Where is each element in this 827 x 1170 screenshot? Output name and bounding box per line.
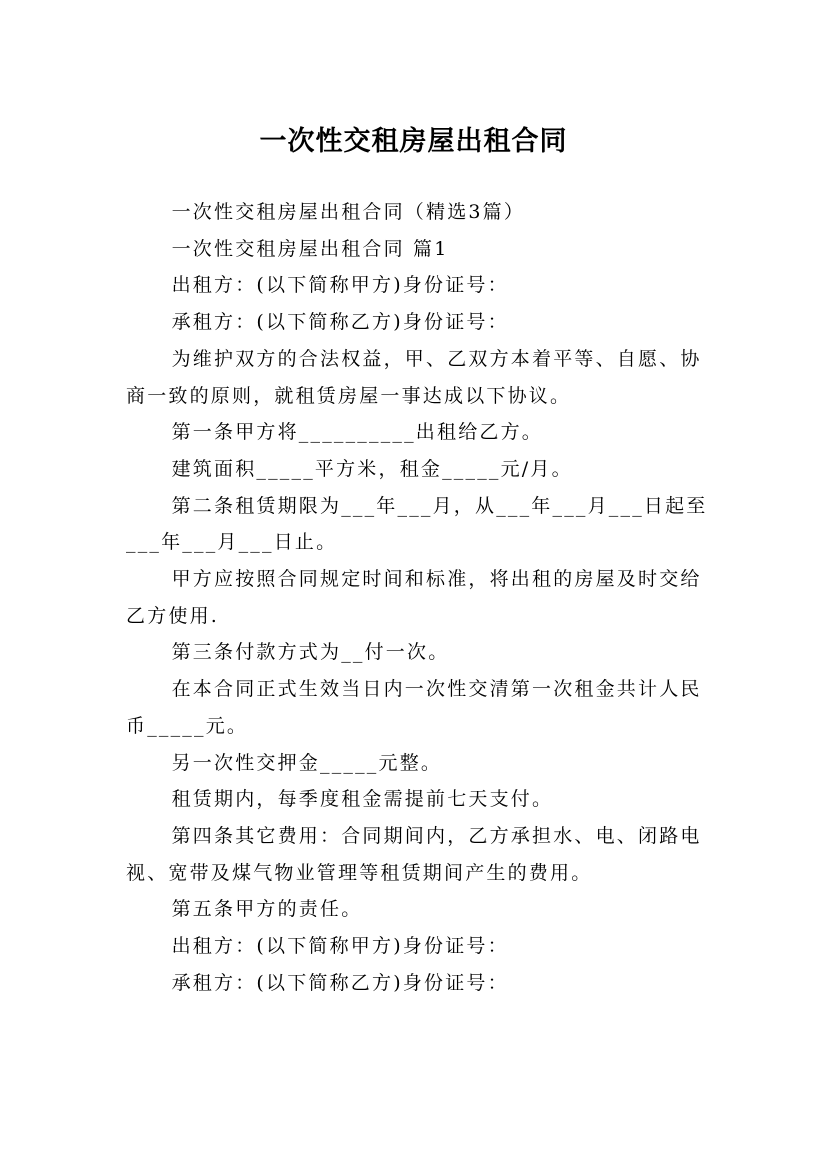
document-body xyxy=(126,194,716,1001)
paragraph: 另一次性交押金_____元整。 xyxy=(171,751,443,774)
paragraph: 承租方：(以下简称乙方)身份证号： xyxy=(171,971,509,994)
paragraph: 一次性交租房屋出租合同（精选3篇） xyxy=(171,201,526,223)
paragraph: 为维护双方的合法权益，甲、乙双方本着平等、自愿、协商一致的原则，就租赁房屋一事达成以下协议。 xyxy=(126,347,702,407)
paragraph: 建筑面积_____平方米，租金_____元/月。 xyxy=(171,457,573,480)
paragraph: 第四条其它费用：合同期间内，乙方承担水、电、闭路电视、宽带及煤气物业管理等租赁期间产生的费用。 xyxy=(126,824,702,884)
paragraph: 出租方：(以下简称甲方)身份证号： xyxy=(171,274,509,297)
paragraph: 一次性交租房屋出租合同 篇1 xyxy=(171,237,449,260)
paragraph: 在本合同正式生效当日内一次性交清第一次租金共计人民币_____元。 xyxy=(126,678,702,737)
paragraph: 甲方应按照合同规定时间和标准，将出租的房屋及时交给乙方使用. xyxy=(126,568,702,627)
paragraph: 第二条租赁期限为___年___月，从___年___月___日起至___年___月___日止。 xyxy=(126,494,708,554)
paragraph: 第一条甲方将__________出租给乙方。 xyxy=(171,421,543,444)
paragraph: 第五条甲方的责任。 xyxy=(171,898,363,921)
paragraph: 出租方：(以下简称甲方)身份证号： xyxy=(171,935,509,958)
paragraph: 租赁期内，每季度租金需提前七天支付。 xyxy=(171,788,554,811)
paragraph: 承租方：(以下简称乙方)身份证号： xyxy=(171,311,509,334)
paragraph: 第三条付款方式为__付一次。 xyxy=(171,641,450,664)
document-title: 一次性交租房屋出租合同 xyxy=(259,126,568,158)
